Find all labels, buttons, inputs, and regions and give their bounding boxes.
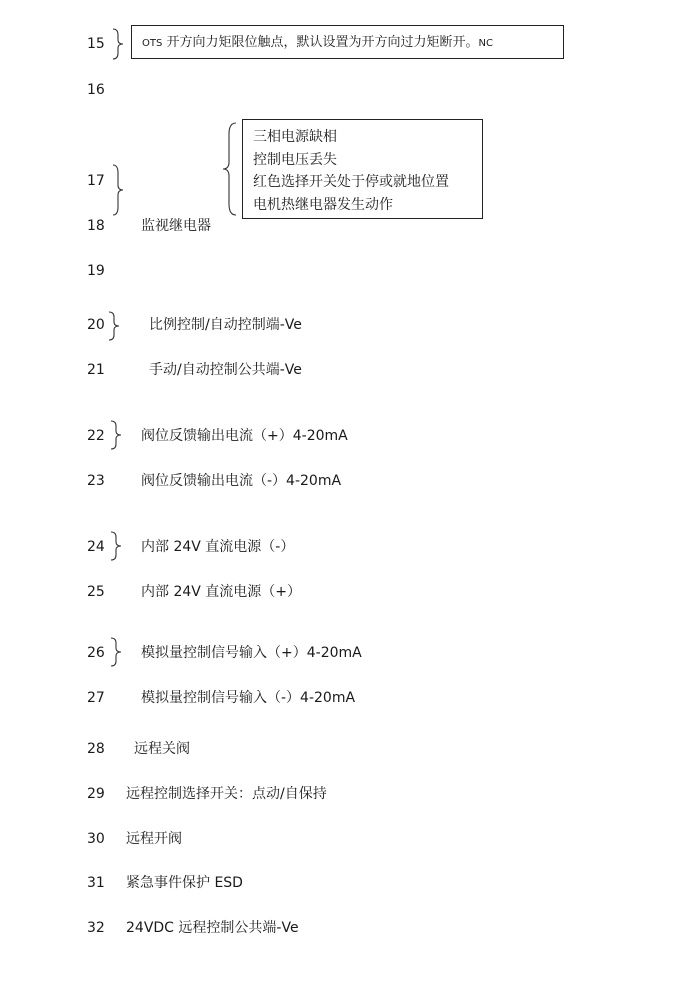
terminal-number-16: 16 [87,82,105,98]
condition-motor-thermal-trip: 电机热继电器发生动作 [253,196,393,213]
terminal-label-18: 监视继电器 [141,218,211,234]
terminal-number-30: 30 [87,831,105,847]
terminal-number-23: 23 [87,473,105,489]
brace-17-18 [112,164,124,216]
brace-26-27 [110,637,122,667]
terminal-number-22: 22 [87,428,105,444]
terminal-label-29: 远程控制选择开关：点动/自保持 [126,786,327,802]
brace-24-25 [110,531,122,561]
condition-phase-loss: 三相电源缺相 [253,129,337,145]
brace-22-23 [110,420,122,450]
terminal-number-19: 19 [87,263,105,279]
terminal-number-15: 15 [87,36,105,52]
relay-conditions-box [242,119,483,219]
terminal-label-22: 阀位反馈输出电流（+）4-20mA [141,428,348,444]
terminal-label-25: 内部 24V 直流电源（+） [141,584,302,600]
terminal-label-24: 内部 24V 直流电源（-） [141,539,295,555]
brace-20-21 [108,311,120,341]
terminal-number-32: 32 [87,920,105,936]
terminal-label-31: 紧急事件保护 ESD [126,875,243,891]
nc-label: NC [478,38,493,49]
terminal-number-28: 28 [87,741,105,757]
ots-label: OTS [142,38,163,49]
terminal-number-27: 27 [87,690,105,706]
terminal-number-21: 21 [87,362,105,378]
brace-15 [112,28,124,60]
terminal-number-29: 29 [87,786,105,802]
terminal-number-31: 31 [87,875,105,891]
terminal-label-32: 24VDC 远程控制公共端-Ve [126,920,299,936]
terminal-label-30: 远程开阀 [126,831,182,847]
terminal-label-20: 比例控制/自动控制端-Ve [149,317,302,333]
ots-description-box [131,25,564,59]
terminal-label-28: 远程关阀 [134,741,190,757]
terminal-number-20: 20 [87,317,105,333]
terminal-number-25: 25 [87,584,105,600]
terminal-number-26: 26 [87,645,105,661]
terminal-label-21: 手动/自动控制公共端-Ve [149,362,302,378]
terminal-number-24: 24 [87,539,105,555]
terminal-label-23: 阀位反馈输出电流（-）4-20mA [141,473,342,489]
terminal-number-18: 18 [87,218,105,234]
brace-conditions [222,122,238,216]
condition-selector-stop-local: 红色选择开关处于停或就地位置 [253,174,449,190]
terminal-label-26: 模拟量控制信号输入（+）4-20mA [141,645,362,661]
condition-control-voltage-loss: 控制电压丢失 [253,151,337,168]
ots-description-text: 开方向力矩限位触点，默认设置为开方向过力矩断开。 [162,35,479,50]
terminal-label-27: 模拟量控制信号输入（-）4-20mA [141,690,356,706]
terminal-number-17: 17 [87,173,105,189]
